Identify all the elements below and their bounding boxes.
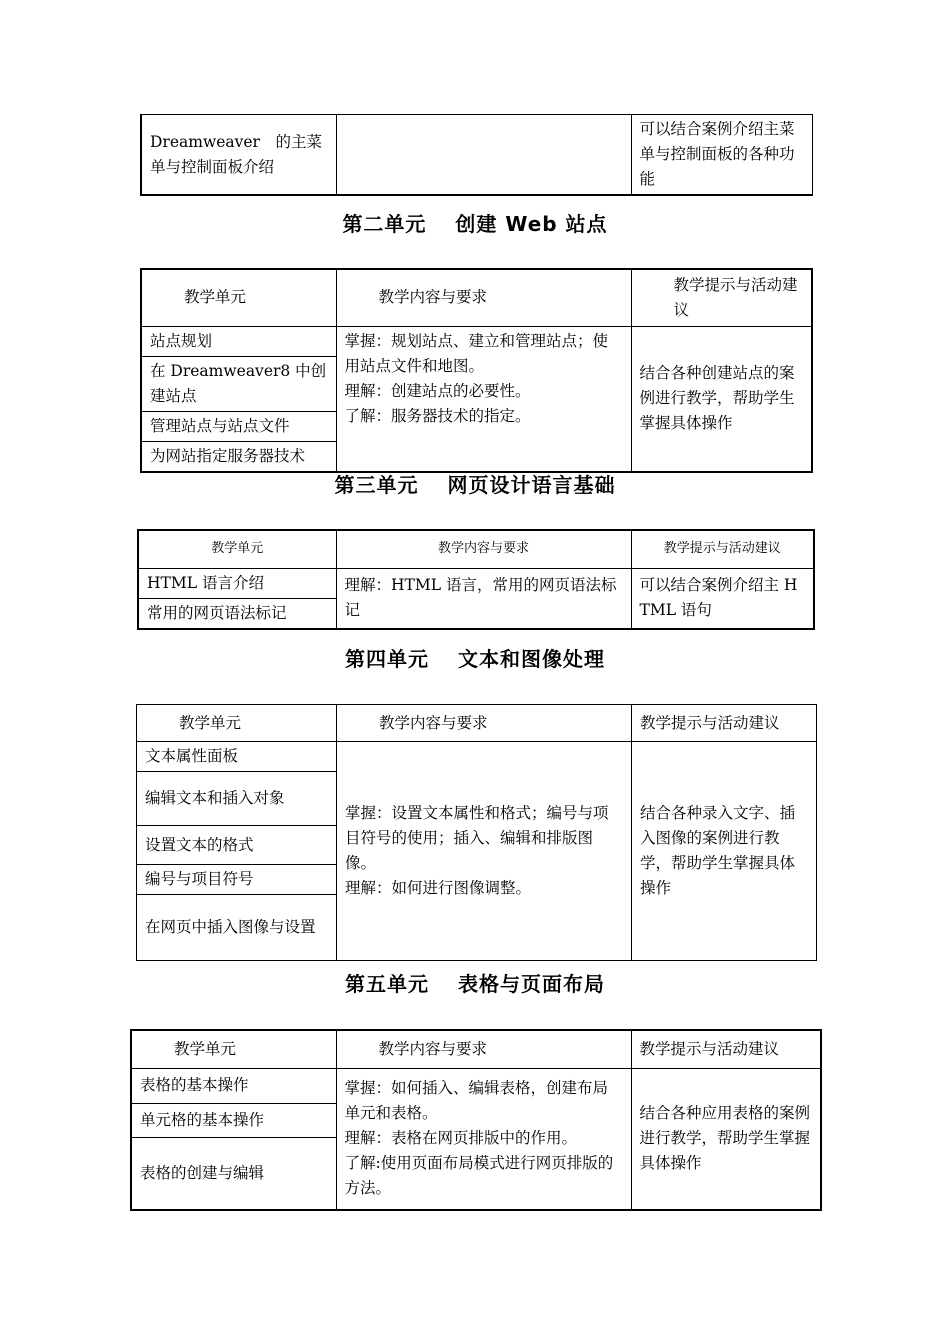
header-unit: 教学单元 (138, 530, 336, 568)
content-line: 理解：如何进行图像调整。 (345, 879, 532, 897)
unit-row: 在网页中插入图像与设置 (137, 895, 337, 961)
content-line: 了解:使用页面布局模式进行网页排版的方法。 (344, 1154, 614, 1198)
content-cell (336, 115, 631, 196)
unit-row: 管理站点与站点文件 (141, 411, 336, 441)
content-cell (336, 1068, 631, 1210)
hint-cell: 结合各种录入文字、插入图像的案例进行教学，帮助学生掌握具体操作 (632, 742, 817, 961)
section-title-unit4: 第四单元 文本和图像处理 (345, 647, 605, 671)
header-unit: 教学单元 (137, 705, 337, 742)
header-unit: 教学单元 (141, 269, 336, 326)
table-unit2 (140, 268, 813, 473)
header-hint: 教学提示与活动建议 (631, 1030, 821, 1068)
content-cell (337, 742, 632, 961)
table-unit1-continuation (140, 114, 813, 196)
table-unit4 (136, 704, 817, 961)
unit-row: HTML 语言介绍 (138, 568, 336, 598)
hint-cell: 可以结合案例介绍主菜单与控制面板的各种功能 (631, 115, 812, 196)
header-hint: 教学提示与活动建议 (631, 530, 814, 568)
unit-row: 编号与项目符号 (137, 865, 337, 895)
section-title-unit2: 第二单元 创建 Web 站点 (342, 212, 608, 236)
content-line: 掌握：如何插入、编辑表格，创建布局单元和表格。 (344, 1079, 609, 1123)
header-hint: 教学提示与活动建议 (631, 269, 812, 326)
unit-cell: Dreamweaver 的主菜单与控制面板介绍 (141, 115, 336, 196)
unit-row: 常用的网页语法标记 (138, 598, 336, 629)
content-line: 理解：创建站点的必要性。 (344, 381, 531, 400)
unit-row: 编辑文本和插入对象 (137, 772, 337, 826)
unit-row: 文本属性面板 (137, 742, 337, 772)
hint-cell: 结合各种创建站点的案例进行教学，帮助学生掌握具体操作 (631, 326, 812, 472)
unit-row: 表格的创建与编辑 (131, 1137, 336, 1210)
header-content: 教学内容与要求 (336, 1030, 631, 1068)
content-cell (336, 326, 631, 472)
content-cell: 理解：HTML 语言，常用的网页语法标记 (336, 568, 631, 629)
header-hint: 教学提示与活动建议 (632, 705, 817, 742)
section-title-unit3: 第三单元 网页设计语言基础 (334, 473, 616, 497)
hint-cell: 可以结合案例介绍主 HTML 语句 (631, 568, 814, 629)
unit-row: 单元格的基本操作 (131, 1103, 336, 1137)
unit-row: 站点规划 (141, 326, 336, 356)
header-content: 教学内容与要求 (336, 530, 631, 568)
unit-row: 在 Dreamweaver8 中创建站点 (141, 356, 336, 411)
content-line: 掌握：规划站点、建立和管理站点；使用站点文件和地图。 (344, 331, 609, 375)
header-content: 教学内容与要求 (336, 269, 631, 326)
hint-cell: 结合各种应用表格的案例进行教学，帮助学生掌握具体操作 (631, 1068, 821, 1210)
table-unit5 (130, 1029, 822, 1211)
unit-row: 表格的基本操作 (131, 1068, 336, 1103)
table-unit3 (137, 529, 815, 630)
content-line: 掌握：设置文本属性和格式；编号与项目符号的使用；插入、编辑和排版图像。 (345, 804, 609, 872)
section-title-unit5: 第五单元 表格与页面布局 (345, 972, 605, 996)
header-content: 教学内容与要求 (337, 705, 632, 742)
content-line: 理解：表格在网页排版中的作用。 (344, 1129, 578, 1148)
content-line: 了解：服务器技术的指定。 (344, 406, 531, 425)
unit-row: 设置文本的格式 (137, 826, 337, 865)
unit-row: 为网站指定服务器技术 (141, 441, 336, 472)
header-unit: 教学单元 (131, 1030, 336, 1068)
